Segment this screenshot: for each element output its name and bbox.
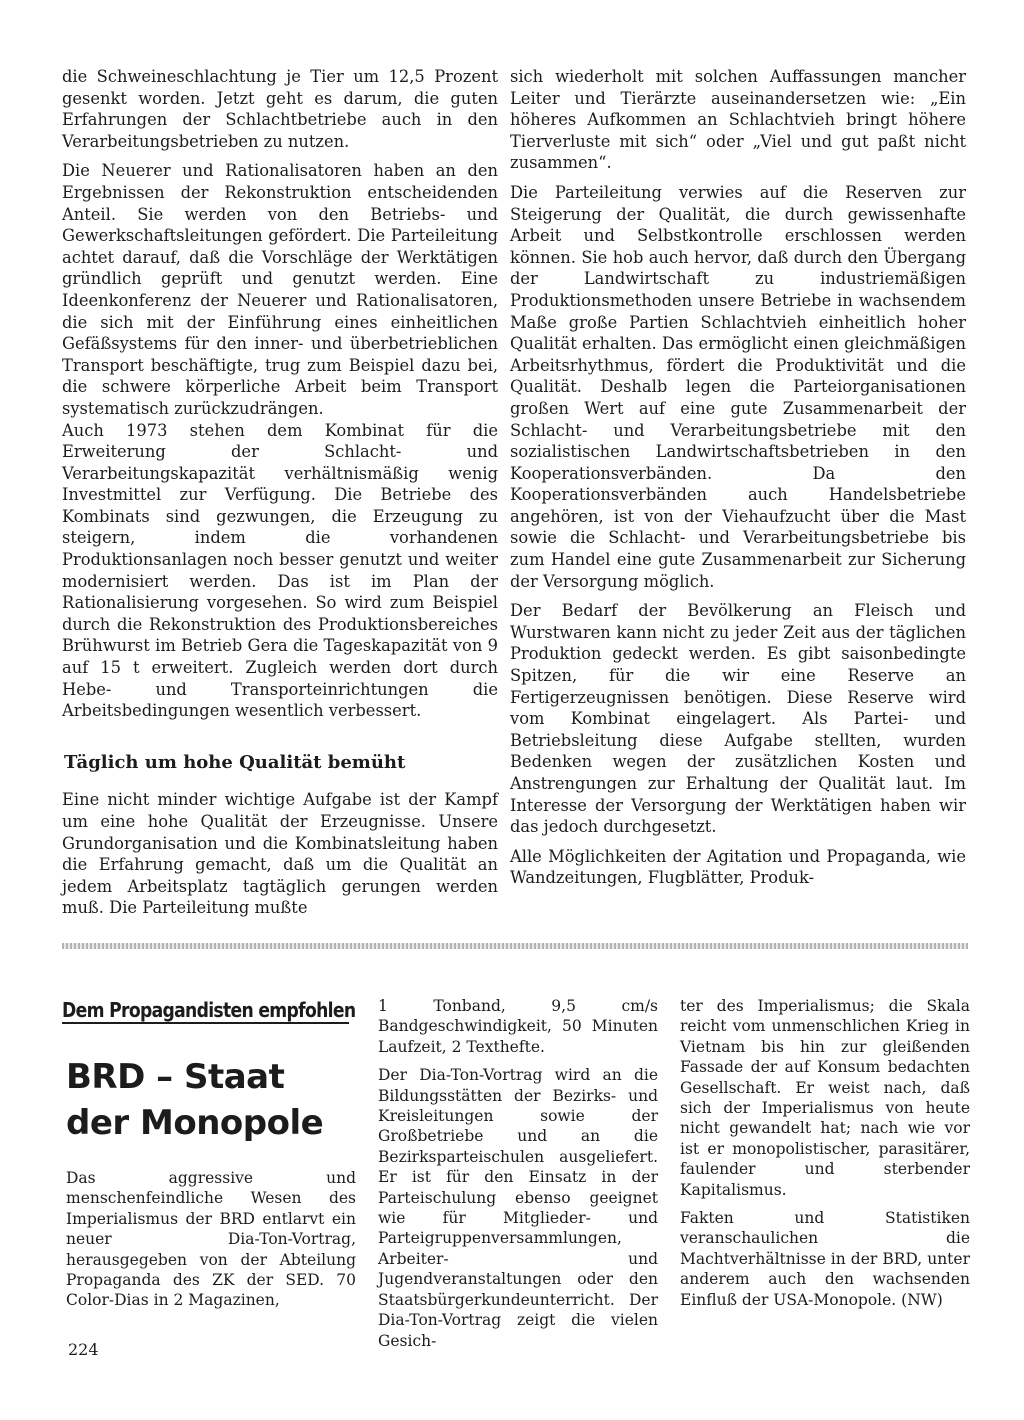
article-left-column (62, 66, 498, 927)
box-title-line-2: der Monopole (66, 1103, 324, 1143)
paragraph: Die Parteileitung verwies auf die Reserven zur Steigerung der Qualität, die durch gewissenhafte Arbeit und Selbstkontrolle erschlossen werden können. Sie hob auch hervor, daß durch den Übergang der Landwirtschaft zu industriemäßigen Produktionsmethoden unsere Betriebe in wachsendem Maße große Partien Schlachtvieh einheitlich hoher Qualität erhalten. Das ermöglicht einen gleichmäßigen Arbeitsrhythmus, fördert die Produktivität und die Qualität. Deshalb legen die Parteiorganisationen großen Wert auf eine gute Zusammenarbeit der Schlacht- und Verarbeitungsbetriebe mit den sozialistischen Landwirtschaftsbetrieben in den Kooperationsverbänden. Da den Kooperationsverbänden auch Handelsbetriebe angehören, ist von der Viehaufzucht über die Mast sowie die Schlacht- und Verarbeitungsbetriebe bis zum Handel eine gute Zusammenarbeit zur Sicherung der Versorgung möglich. (510, 182, 966, 591)
section-divider (62, 943, 968, 949)
paragraph: Der Dia-Ton-Vortrag wird an die Bildungsstätten der Bezirks- und Kreisleitungen sowie der Großbetriebe und an die Bezirksparteischulen ausgeliefert. Er ist für den Einsatz in der Parteischulung ebenso geeignet wie für Mitglieder- und Parteigruppenversammlungen, Arbeiter- und Jugendveranstaltungen oder den Staatsbürgerkundeunterricht. Der Dia-Ton-Vortrag zeigt die vielen Gesich- (378, 1066, 658, 1350)
paragraph: Fakten und Statistiken veranschaulichen die Machtverhältnisse in der BRD, unter anderem auch den wachsenden Einfluß der USA-Monopole. (NW) (680, 1209, 970, 1309)
paragraph: ter des Imperialismus; die Skala reicht vom unmenschlichen Krieg in Vietnam bis hin zur gleißenden Fassade der auf Konsum bedachten Gesellschaft. Er weist nach, daß sich der Imperialismus von heute nicht gewandelt hat; nach wie vor ist er monopolistischer, parasitärer, faulender und sterbender Kapitalismus. (680, 997, 970, 1199)
paragraph: Alle Möglichkeiten der Agitation und Propaganda, wie Wandzeitungen, Flugblätter, Produk- (510, 846, 966, 888)
box-title-line-1: BRD – Staat (66, 1057, 285, 1097)
box-column-1 (66, 1168, 356, 1319)
kicker-underline (62, 1022, 349, 1024)
paragraph: sich wiederholt mit solchen Auffassungen mancher Leiter und Tierärzte auseinandersetzen wie: „Ein höheres Aufkommen an Schlachtvieh bringt höhere Tierverluste mit sich“ oder „Viel und gut paßt nicht zusammen“. (510, 67, 966, 173)
paragraph: Der Bedarf der Bevölkerung an Fleisch und Wurstwaren kann nicht zu jeder Zeit aus der täglichen Produktion gedeckt werden. Es gibt saisonbedingte Spitzen, für die wir eine Reserve an Fertigerzeugnissen benötigen. Diese Reserve wird vom Kombinat eingelagert. Als Partei- und Betriebsleitung diese Aufgabe stellten, wurden Bedenken wegen der zusätzlichen Kosten und Anstrengungen zur Erhaltung der Qualität laut. Im Interesse der Versorgung der Werktätigen haben wir das jedoch durchgesetzt. (510, 601, 966, 837)
box-kicker: Dem Propagandisten empfohlen (62, 998, 356, 1022)
box-title (66, 1054, 366, 1146)
section-heading: Täglich um hohe Qualität bemüht (64, 751, 406, 773)
article-right-column (510, 66, 966, 897)
box-column-3 (680, 996, 970, 1318)
paragraph: Das aggressive und menschenfeindliche Wesen des Imperialismus der BRD entlarvt ein neuer Dia-Ton-Vortrag, herausgegeben von der Abteilung Propaganda des ZK der SED. 70 Color-Dias in 2 Magazinen, (66, 1169, 356, 1310)
paragraph: Eine nicht minder wichtige Aufgabe ist der Kampf um eine hohe Qualität der Erzeugnisse. Unsere Grundorganisation und die Kombinatsleitung haben die Erfahrung gemacht, daß um die Qualität an jedem Arbeitsplatz tagtäglich gerungen werden muß. Die Parteileitung mußte (62, 790, 498, 918)
paragraph: 1 Tonband, 9,5 cm/s Bandgeschwindigkeit, 50 Minuten Laufzeit, 2 Texthefte. (378, 997, 658, 1056)
paragraph: Auch 1973 stehen dem Kombinat für die Erweiterung der Schlacht- und Verarbeitungskapazität verhältnismäßig wenig Investmittel zur Verfügung. Die Betriebe des Kombinats sind gezwungen, die Erzeugung zu steigern, indem die vorhandenen Produktionsanlagen noch besser genutzt und weiter modernisiert werden. Das ist im Plan der Rationalisierung vorgesehen. So wird zum Beispiel durch die Rekonstruktion des Produktionsbereiches Brühwurst im Betrieb Gera die Tageskapazität von 9 auf 15 t erweitert. Zugleich werden dort durch Hebe- und Transporteinrichtungen die Arbeitsbedingungen wesentlich verbessert. (62, 420, 498, 721)
page-number: 224 (68, 1340, 99, 1359)
paragraph: die Schweineschlachtung je Tier um 12,5 Prozent gesenkt worden. Jetzt geht es darum, die guten Erfahrungen der Schlachtbetriebe auch in den Verarbeitungsbetrieben zu nutzen. (62, 67, 498, 151)
paragraph: Die Neuerer und Rationalisatoren haben an den Ergebnissen der Rekonstruktion entscheidenden Anteil. Sie werden von den Betriebs- und Gewerkschaftsleitungen gefördert. Die Parteileitung achtet darauf, daß die Vorschläge der Werktätigen gründlich geprüft und genutzt werden. Eine Ideenkonferenz der Neuerer und Rationalisatoren, die sich mit der Einführung eines einheitlichen Gefäßsystems für den inner- und überbetrieblichen Transport beschäftigte, trug zum Beispiel dazu bei, die schwere körperliche Arbeit beim Transport systematisch zurückzudrängen. (62, 161, 498, 418)
box-column-2 (378, 996, 658, 1359)
